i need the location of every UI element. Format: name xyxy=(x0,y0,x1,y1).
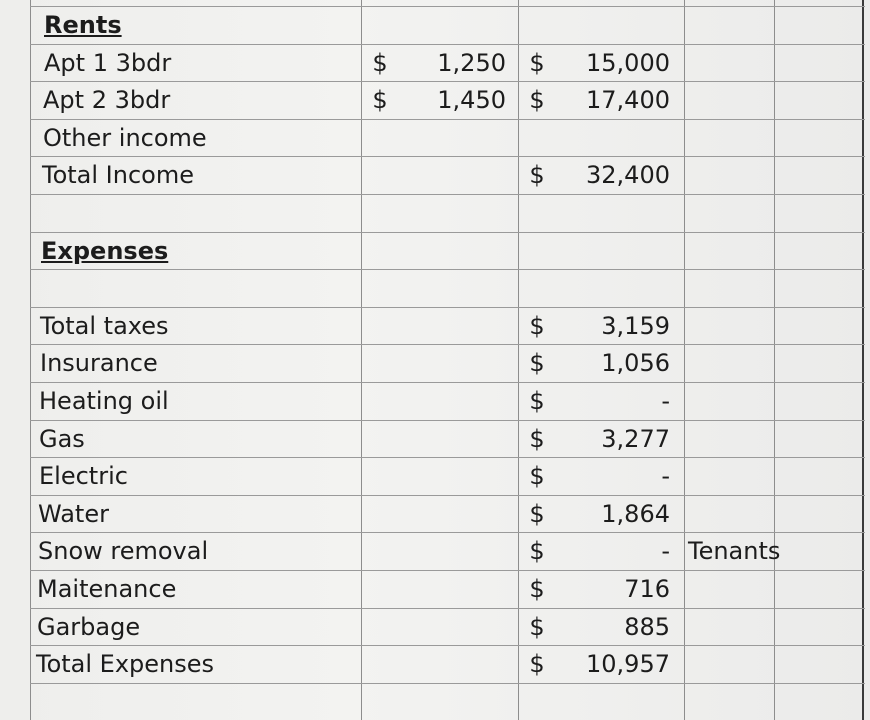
currency-symbol: $ xyxy=(372,48,388,77)
currency-symbol: $ xyxy=(372,86,388,115)
row-label: Garbage xyxy=(37,612,141,641)
grid-line xyxy=(30,457,865,458)
row-label: Other income xyxy=(43,123,207,152)
grid-line xyxy=(684,0,685,720)
row-label: Apt 2 3bdr xyxy=(43,86,171,115)
section-heading: Rents xyxy=(44,11,122,39)
annual-amount: 15,000 xyxy=(586,48,670,77)
row-label: Total Income xyxy=(42,161,194,190)
monthly-amount: 1,450 xyxy=(437,86,506,115)
grid-line xyxy=(30,495,865,496)
currency-symbol: $ xyxy=(529,48,545,77)
currency-symbol: $ xyxy=(529,650,545,679)
annual-amount: 1,864 xyxy=(601,499,670,528)
grid-border xyxy=(862,0,864,720)
monthly-amount: 1,250 xyxy=(437,48,506,77)
row-label: Insurance xyxy=(40,349,158,378)
currency-symbol: $ xyxy=(529,311,545,340)
row-label: Snow removal xyxy=(38,537,209,566)
currency-symbol: $ xyxy=(529,387,545,415)
currency-symbol: $ xyxy=(529,462,545,491)
row-label: Total Expenses xyxy=(36,650,215,679)
row-label: Maitenance xyxy=(37,575,177,603)
row-label: Gas xyxy=(39,424,85,453)
currency-symbol: $ xyxy=(529,349,545,378)
annual-amount: 716 xyxy=(624,575,670,603)
currency-symbol: $ xyxy=(529,612,545,641)
currency-symbol: $ xyxy=(529,537,545,566)
currency-symbol: $ xyxy=(529,424,545,453)
annual-amount: 10,957 xyxy=(586,650,670,679)
row-label: Water xyxy=(38,499,109,528)
row-label: Heating oil xyxy=(39,387,169,415)
annual-amount: - xyxy=(661,537,670,566)
annual-amount: 17,400 xyxy=(586,86,670,115)
annual-amount: 3,277 xyxy=(601,424,670,453)
currency-symbol: $ xyxy=(529,575,545,603)
grid-line xyxy=(518,0,519,720)
annual-amount: 885 xyxy=(624,612,670,641)
grid-line xyxy=(30,0,31,720)
row-label: Total taxes xyxy=(40,311,169,340)
currency-symbol: $ xyxy=(529,499,545,528)
annual-amount: - xyxy=(661,387,670,415)
currency-symbol: $ xyxy=(529,86,545,115)
grid-line xyxy=(30,6,865,7)
note-cell: Tenants xyxy=(688,537,781,566)
annual-amount: 3,159 xyxy=(601,311,670,340)
annual-amount: 1,056 xyxy=(601,349,670,378)
row-label: Electric xyxy=(39,462,128,491)
row-label: Apt 1 3bdr xyxy=(44,48,172,77)
grid-line xyxy=(361,0,362,720)
grid-line xyxy=(774,0,775,720)
annual-amount: 32,400 xyxy=(586,161,670,190)
section-heading: Expenses xyxy=(41,236,169,265)
currency-symbol: $ xyxy=(529,161,545,190)
cropped-row-fragment xyxy=(36,706,156,720)
annual-amount: - xyxy=(661,462,670,491)
